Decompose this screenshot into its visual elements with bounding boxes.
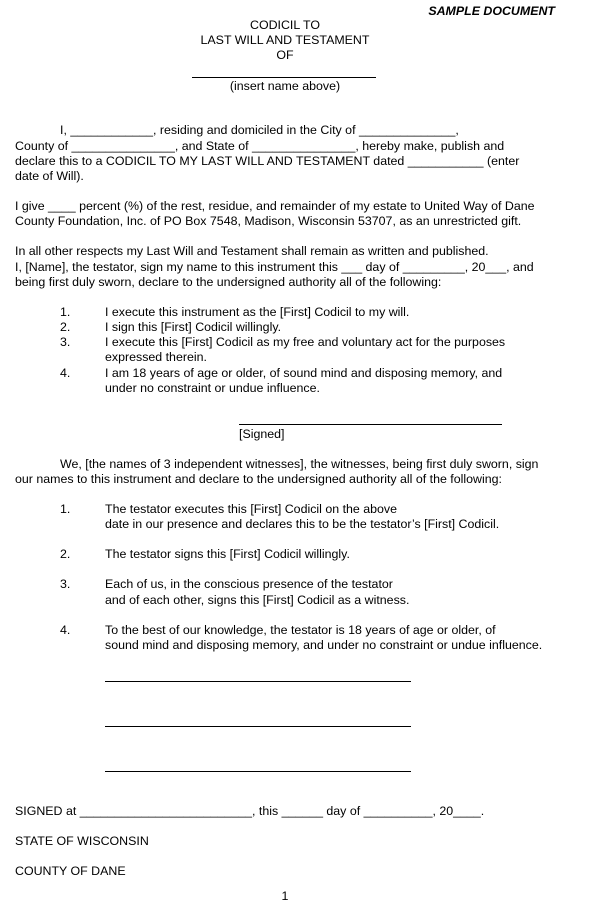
witness-intro-line-2: our names to this instrument and declare to the undersigned authority all of the following: [15, 472, 502, 486]
signed-at-line: SIGNED at _________________________, this ______ day of __________, 20____. [15, 804, 485, 818]
title-line-3: OF [276, 48, 294, 62]
paragraph-1-line-1: I, ____________, residing and domiciled in the City of ______________, [60, 123, 459, 137]
paragraph-3-line-2: I, [Name], the testator, sign my name to this instrument this ___ day of _________, 20___, and [15, 260, 534, 274]
testator-item-number: 2. [60, 320, 71, 334]
testator-signature-line [239, 424, 502, 425]
witness-intro-line-1: We, [the names of 3 independent witnesses], the witnesses, being first duly sworn, sign [60, 457, 539, 471]
witness-item-number: 4. [60, 623, 71, 637]
witness-item-text-continued: and of each other, signs this [First] Codicil as a witness. [105, 593, 410, 607]
witness-item-number: 2. [60, 547, 71, 561]
testator-item-number: 4. [60, 366, 71, 380]
witness-item-text: The testator signs this [First] Codicil willingly. [105, 547, 350, 561]
page-number: 1 [281, 889, 289, 903]
witness-item-text: Each of us, in the conscious presence of the testator [105, 577, 393, 591]
paragraph-1-line-3: declare this to a CODICIL TO MY LAST WILL AND TESTAMENT dated ___________ (enter [15, 154, 520, 168]
testator-item-text-continued: under no constraint or undue influence. [105, 381, 320, 395]
testator-item-number: 1. [60, 305, 71, 319]
witness-signature-line-1 [105, 681, 411, 682]
witness-item-text-continued: sound mind and disposing memory, and under no constraint or undue influence. [105, 638, 543, 652]
paragraph-1-line-4: date of Will). [15, 169, 84, 183]
paragraph-1-line-2: County of _______________, and State of _______________, hereby make, publish and [15, 139, 505, 153]
paragraph-2-line-2: County Foundation, Inc. of PO Box 7548, Madison, Wisconsin 53707, as an unrestricted gift. [15, 214, 522, 228]
witness-signature-line-2 [105, 726, 411, 727]
county-label: COUNTY OF DANE [15, 864, 126, 878]
title-line-1: CODICIL TO [250, 18, 320, 32]
witness-item-number: 1. [60, 502, 71, 516]
paragraph-2-line-1: I give ____ percent (%) of the rest, residue, and remainder of my estate to United Way of Dane [15, 199, 535, 213]
signed-label: [Signed] [239, 427, 285, 441]
paragraph-3-line-1: In all other respects my Last Will and Testament shall remain as written and published. [15, 244, 489, 258]
testator-item-number: 3. [60, 335, 71, 349]
witness-item-text: The testator executes this [First] Codicil on the above [105, 502, 398, 516]
witness-signature-line-3 [105, 771, 411, 772]
testator-item-text: I execute this instrument as the [First] Codicil to my will. [105, 305, 410, 319]
name-blank-line [192, 77, 376, 78]
title-line-2: LAST WILL AND TESTAMENT [200, 33, 370, 47]
title-caption: (insert name above) [229, 79, 341, 93]
state-label: STATE OF WISCONSIN [15, 834, 149, 848]
witness-item-text: To the best of our knowledge, the testator is 18 years of age or older, of [105, 623, 496, 637]
sample-document-label: SAMPLE DOCUMENT [428, 4, 555, 18]
testator-item-text: I sign this [First] Codicil willingly. [105, 320, 282, 334]
witness-item-number: 3. [60, 577, 71, 591]
testator-item-text: I am 18 years of age or older, of sound mind and disposing memory, and [105, 366, 503, 380]
paragraph-3-line-3: being first duly sworn, declare to the undersigned authority all of the following: [15, 275, 442, 289]
testator-item-text-continued: expressed therein. [105, 350, 207, 364]
witness-item-text-continued: date in our presence and declares this to be the testator’s [First] Codicil. [105, 517, 500, 531]
testator-item-text: I execute this [First] Codicil as my free and voluntary act for the purposes [105, 335, 506, 349]
